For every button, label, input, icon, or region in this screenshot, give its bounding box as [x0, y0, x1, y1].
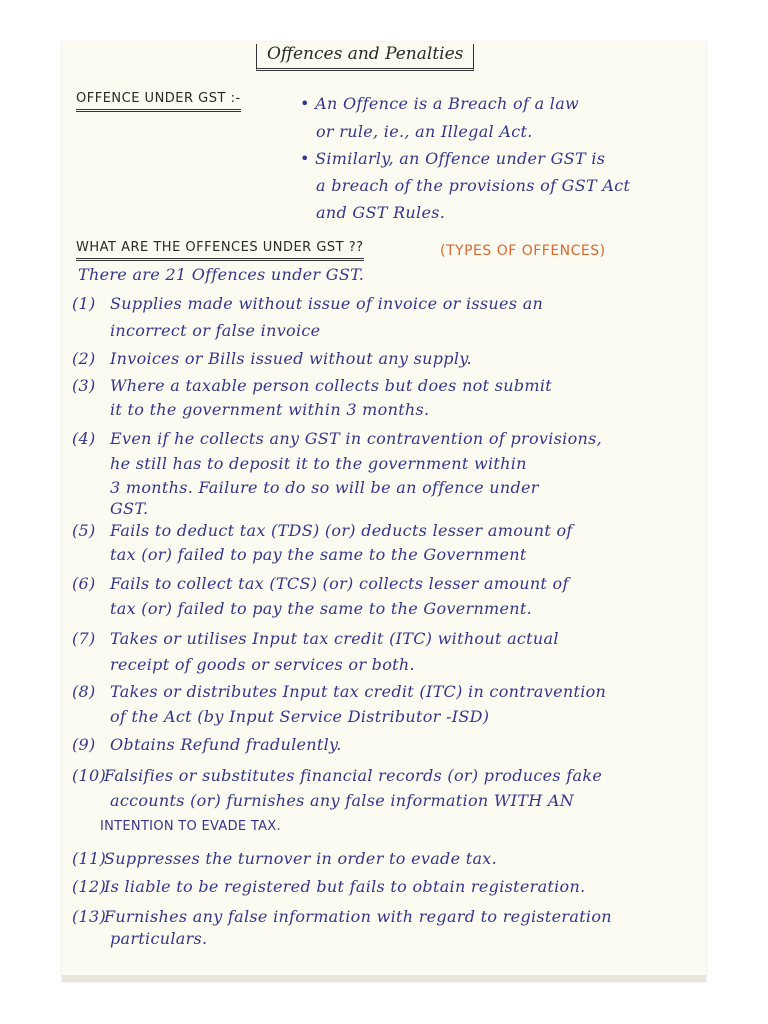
offence-line: it to the government within 3 months. [110, 400, 430, 419]
offence-line: he still has to deposit it to the government within [110, 454, 527, 473]
offence-line: particulars. [110, 929, 208, 948]
offence-line: GST. [110, 499, 149, 518]
offence-number: (13) [72, 907, 107, 926]
definition-line: • Similarly, an Offence under GST is [300, 149, 606, 168]
offence-number: (10) [72, 766, 107, 785]
offence-line: Is liable to be registered but fails to obtain registeration. [104, 877, 586, 896]
offence-number: (8) [72, 682, 96, 701]
offence-line: Falsifies or substitutes financial records (or) produces fake [104, 766, 603, 785]
intro-text: There are 21 Offences under GST. [78, 265, 365, 284]
definition-line: • An Offence is a Breach of a law [300, 94, 580, 113]
offence-line: Invoices or Bills issued without any supply. [110, 349, 472, 368]
offence-number: (11) [72, 849, 107, 868]
offence-line: incorrect or false invoice [110, 321, 321, 340]
offence-number: (12) [72, 877, 107, 896]
offence-line: accounts (or) furnishes any false information WITH AN [110, 791, 575, 810]
offence-line: Takes or utilises Input tax credit (ITC) without actual [110, 629, 559, 648]
page-edge [62, 975, 706, 982]
offence-line: receipt of goods or services or both. [110, 655, 415, 674]
offence-line: Where a taxable person collects but does not submit [110, 376, 553, 395]
offence-heading: OFFENCE UNDER GST :- [76, 91, 241, 112]
offence-number: (5) [72, 521, 96, 540]
offence-number: (1) [72, 294, 96, 313]
definition-line: a breach of the provisions of GST Act [316, 176, 631, 195]
offence-number: (6) [72, 574, 96, 593]
offence-number: (7) [72, 629, 96, 648]
definition-line: or rule, ie., an Illegal Act. [316, 122, 533, 141]
offence-line: Takes or distributes Input tax credit (ITC) in contravention [110, 682, 607, 701]
types-note: (TYPES OF OFFENCES) [440, 243, 606, 259]
types-heading: WHAT ARE THE OFFENCES UNDER GST ?? [76, 240, 364, 261]
offence-number: (3) [72, 376, 96, 395]
offence-line: Obtains Refund fradulently. [110, 735, 342, 754]
offence-line: tax (or) failed to pay the same to the Government. [110, 599, 533, 618]
page-title: Offences and Penalties [256, 44, 474, 71]
offence-line: 3 months. Failure to do so will be an offence under [110, 478, 539, 497]
offence-number: (4) [72, 429, 96, 448]
offence-line: Suppresses the turnover in order to evade tax. [104, 849, 498, 868]
offence-line: Fails to collect tax (TCS) (or) collects lesser amount of [110, 574, 569, 593]
offence-line: Supplies made without issue of invoice or issues an [110, 294, 544, 313]
offence-number: (9) [72, 735, 96, 754]
offence-line: Furnishes any false information with regard to registeration [104, 907, 612, 926]
offence-line: INTENTION TO EVADE TAX. [100, 819, 281, 834]
offence-line: Fails to deduct tax (TDS) (or) deducts lesser amount of [110, 521, 573, 540]
definition-line: and GST Rules. [316, 203, 446, 222]
offence-line: Even if he collects any GST in contravention of provisions, [110, 429, 603, 448]
offence-line: tax (or) failed to pay the same to the Government [110, 545, 527, 564]
offence-number: (2) [72, 349, 96, 368]
offence-line: of the Act (by Input Service Distributor -ISD) [110, 707, 490, 726]
